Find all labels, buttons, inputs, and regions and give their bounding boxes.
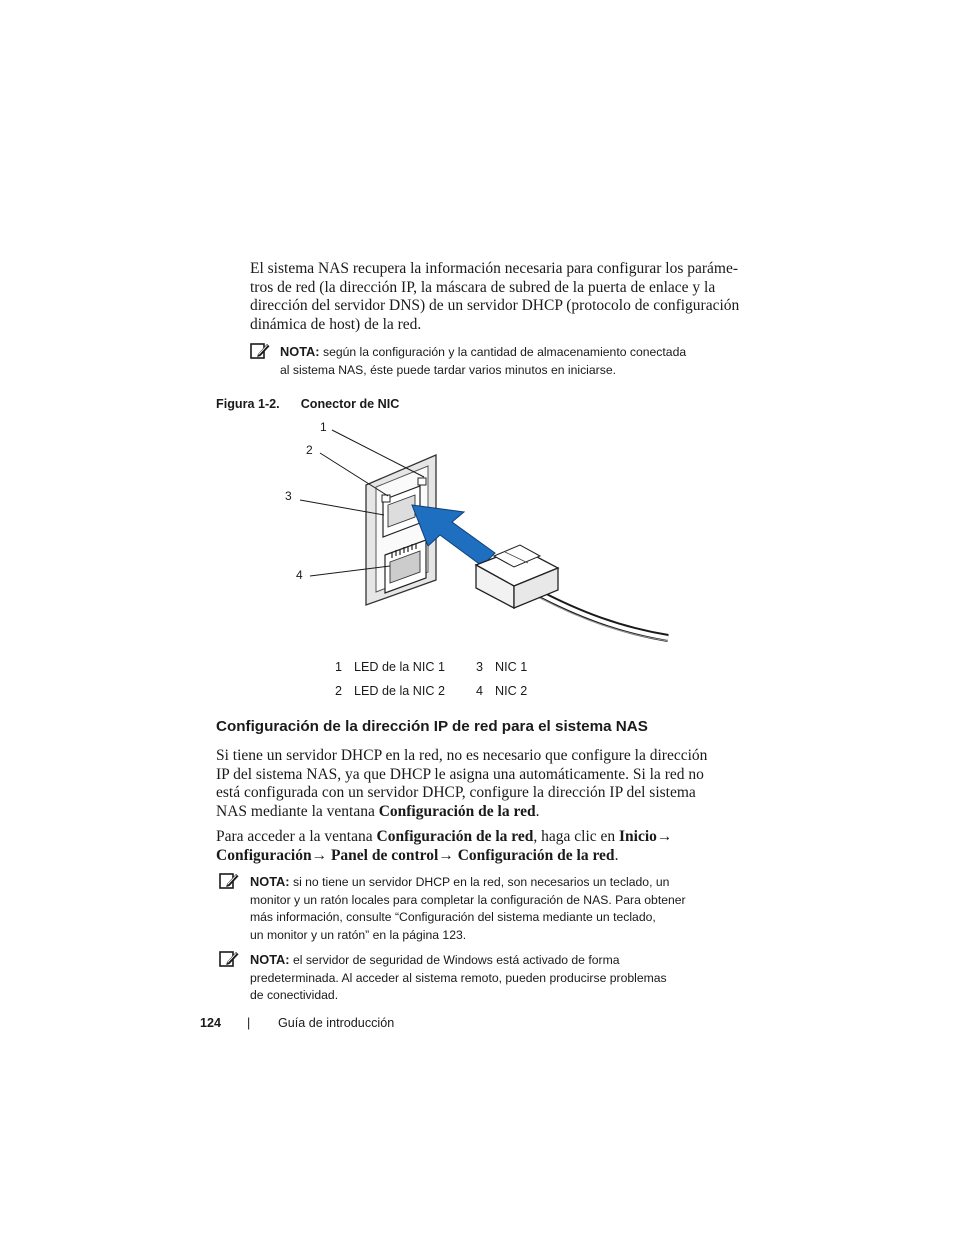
paragraph-line: IP del sistema NAS, ya que DHCP le asigna una automáticamente. Si la red no <box>216 765 704 783</box>
note-text: según la configuración y la cantidad de almacenamiento conectada <box>322 345 687 359</box>
paragraph-text: NAS mediante la ventana <box>216 802 379 820</box>
figure-title: Conector de NIC <box>300 397 400 411</box>
legend-text: LED de la NIC 2 <box>354 684 445 698</box>
note-label: NOTA: <box>280 344 320 359</box>
legend-text: NIC 2 <box>495 684 528 698</box>
window-name: Configuración de la red <box>376 828 534 845</box>
nic1-led <box>382 495 390 502</box>
page-number: 124 <box>200 1016 222 1030</box>
note-text: un monitor y un ratón” en la página 123. <box>250 927 467 942</box>
footer-separator: | <box>247 1016 251 1030</box>
note-pencil-icon <box>219 872 239 890</box>
note-text: al sistema NAS, éste puede tardar varios minutos en iniciarse. <box>280 362 616 377</box>
arrow-icon: → <box>311 846 328 864</box>
legend-number: 4 <box>476 684 484 698</box>
note-text: el servidor de seguridad de Windows está activado de forma <box>292 953 620 967</box>
figure-number: Figura 1-2. <box>216 397 280 411</box>
menu-path-red: Configuración de la red <box>457 846 615 864</box>
note-text: si no tiene un servidor DHCP en la red, son necesarios un teclado, un <box>292 875 670 889</box>
section-heading: Configuración de la dirección IP de red para el sistema NAS <box>216 718 648 735</box>
note-label: NOTA: <box>250 952 290 967</box>
note-2 <box>250 873 686 944</box>
section-paragraph-1 <box>216 747 707 821</box>
arrow-icon: → <box>438 846 454 864</box>
section-paragraph-2 <box>216 828 672 865</box>
network-cable <box>536 592 668 641</box>
paragraph-line: está configurada con un servidor DHCP, configure la dirección IP del sistema <box>216 784 696 802</box>
callout-1: 1 <box>320 420 327 434</box>
legend-text: LED de la NIC 1 <box>354 660 445 674</box>
paragraph-text: . <box>535 802 540 820</box>
note-text: de conectividad. <box>250 988 339 1002</box>
note-text: monitor y un ratón locales para completar la configuración de NAS. Para obtener <box>250 892 686 907</box>
note-pencil-icon <box>219 950 239 968</box>
menu-path-configuracion: Configuración <box>216 846 312 864</box>
legend-number: 1 <box>335 660 343 674</box>
intro-line: dirección del servidor DNS) de un servidor DHCP (protocolo de configuración <box>250 297 740 315</box>
legend-number: 3 <box>476 660 484 674</box>
note-text: más información, consulte “Configuración del sistema mediante un teclado, <box>250 910 656 924</box>
paragraph-text: Para acceder a la ventana <box>216 828 377 845</box>
legend-number: 2 <box>335 684 343 698</box>
intro-line: tros de red (la dirección IP, la máscara de subred de la puerta de enlace y la <box>250 278 716 296</box>
callout-3: 3 <box>285 489 292 503</box>
paragraph-text: . <box>614 846 619 864</box>
legend-text: NIC 1 <box>495 660 528 674</box>
window-name: Configuración de la red <box>378 802 536 820</box>
callout-2: 2 <box>306 443 313 457</box>
paragraph-line: Si tiene un servidor DHCP en la red, no es necesario que configure la dirección <box>216 747 708 764</box>
note-text: predeterminada. Al acceder al sistema remoto, pueden producirse problemas <box>250 970 667 985</box>
footer-title: Guía de introducción <box>278 1016 395 1030</box>
note-3 <box>250 951 667 1005</box>
intro-line: El sistema NAS recupera la información necesaria para configurar los paráme- <box>250 260 739 277</box>
menu-path-panel: Panel de control <box>330 846 439 864</box>
callout-4: 4 <box>296 568 303 582</box>
menu-path-inicio: Inicio <box>619 828 657 845</box>
intro-line: dinámica de host) de la red. <box>250 315 422 333</box>
arrow-icon: → <box>656 828 673 845</box>
paragraph-text: , haga clic en <box>533 828 620 845</box>
note-label: NOTA: <box>250 874 290 889</box>
